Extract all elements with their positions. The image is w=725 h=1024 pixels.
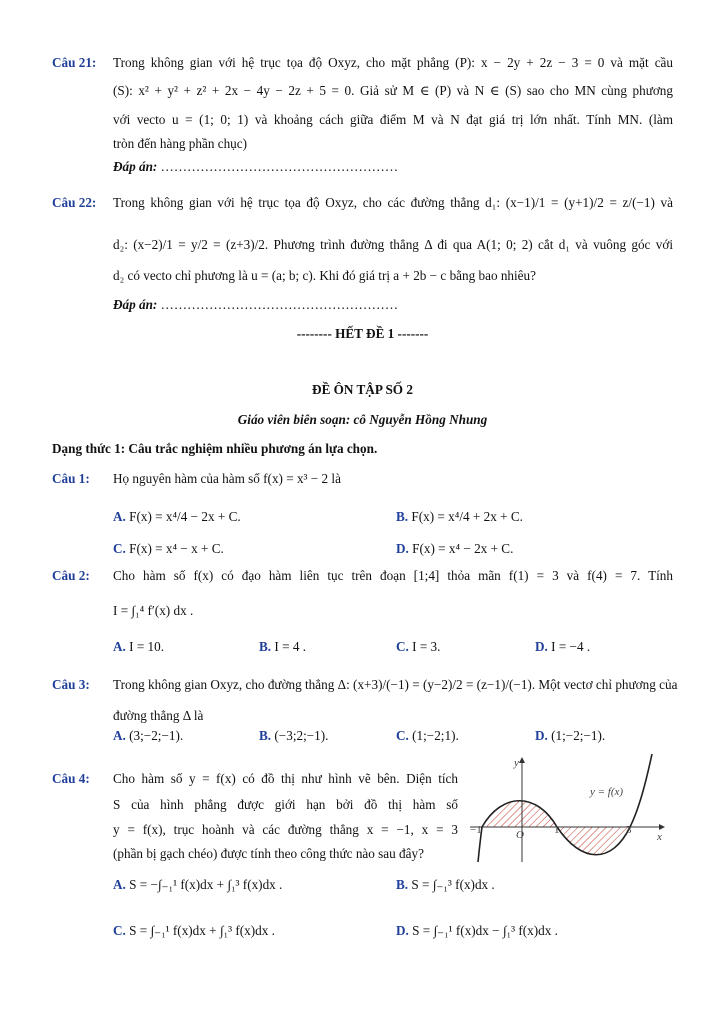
q4-option-b-text: S = ∫₋₁³ f(x)dx .: [411, 877, 495, 892]
q4-option-c-key: C.: [113, 923, 126, 938]
end-of-exam-1: -------- HẾT ĐỀ 1 -------: [296, 326, 429, 341]
q3-line1: Trong không gian Oxyz, cho đường thẳng Δ: (x+3)/(−1) = (y−2)/2 = (z−1)/(−1). Một vectơ chỉ phương của: [113, 677, 678, 692]
shaded-region-positive: [482, 801, 557, 827]
q21-line1: Trong không gian với hệ trục tọa độ Oxyz, cho mặt phẳng (P): x − 2y + 2z − 3 = 0 và mặt cầu: [113, 55, 673, 70]
q3-option-b: [259, 728, 328, 744]
q2-option-b-text: I = 4 .: [274, 639, 307, 654]
q3-option-a: [113, 728, 183, 744]
tick-label-1: 1: [554, 824, 560, 836]
q3-option-d-key: D.: [535, 728, 548, 743]
q3-option-d: [535, 728, 605, 744]
q3-label: Câu 3:: [52, 677, 90, 692]
section-heading: Dạng thức 1: Câu trắc nghiệm nhiều phương án lựa chọn.: [52, 441, 378, 456]
q3-line2: đường thẳng Δ là: [113, 708, 204, 723]
q1-option-c-text: F(x) = x⁴ − x + C.: [129, 541, 224, 556]
q2-stem: Cho hàm số f(x) có đạo hàm liên tục trên đoạn [1;4] thỏa mãn f(1) = 3 và f(4) = 7. Tính: [113, 568, 673, 583]
q1-option-a-key: A.: [113, 509, 126, 524]
q4-option-c: [113, 923, 275, 939]
q21-line2: (S): x² + y² + z² + 2x − 4y − 2z + 5 = 0. Giả sử M ∈ (P) và N ∈ (S) sao cho MN cùng phương: [113, 83, 673, 98]
q1-option-b-key: B.: [396, 509, 409, 524]
curve-label: y = f(x): [590, 786, 624, 798]
origin-label: O: [516, 829, 524, 841]
exam2-author: Giáo viên biên soạn: cô Nguyễn Hồng Nhung: [237, 412, 488, 427]
q22-answer: [113, 297, 398, 313]
q2-option-d-text: I = −4 .: [551, 639, 591, 654]
q4-line4: (phần bị gạch chéo) được tính theo công thức nào sau đây?: [113, 846, 424, 861]
tick-label-neg1: −1: [470, 824, 482, 836]
q1-label: Câu 1:: [52, 471, 90, 486]
q3-option-a-key: A.: [113, 728, 126, 743]
q22-label: Câu 22:: [52, 195, 97, 210]
q4-option-c-text: S = ∫₋₁¹ f(x)dx + ∫₁³ f(x)dx .: [129, 923, 275, 938]
q2-option-a-key: A.: [113, 639, 126, 654]
q4-line3: y = f(x), trục hoành và các đường thẳng x = −1, x = 3: [113, 822, 458, 837]
q22-line2: d₂: (x−2)/1 = y/2 = (z+3)/2. Phương trình đường thẳng Δ đi qua A(1; 0; 2) cắt d₁ và vuông góc với: [113, 237, 673, 252]
q3-option-a-text: (3;−2;−1).: [129, 728, 184, 743]
q1-option-a-text: F(x) = x⁴/4 − 2x + C.: [129, 509, 241, 524]
q3-option-b-text: (−3;2;−1).: [274, 728, 329, 743]
q2-option-c-key: C.: [396, 639, 409, 654]
q21-answer: [113, 159, 398, 175]
q2-option-a: [113, 639, 164, 655]
q22-line1: Trong không gian với hệ trục tọa độ Oxyz, cho các đường thẳng d₁: (x−1)/1 = (y+1)/2 = z/(−1) và: [113, 195, 673, 210]
q4-line1: Cho hàm số y = f(x) có đồ thị như hình vẽ bên. Diện tích: [113, 771, 458, 786]
q1-option-d: [396, 541, 513, 557]
q4-line2: S của hình phẳng được giới hạn bởi đồ thị hàm số: [113, 797, 458, 812]
q3-option-c-key: C.: [396, 728, 409, 743]
q22-line3: d₂ có vecto chỉ phương là u = (a; b; c). Khi đó giá trị a + 2b − c bằng bao nhiêu?: [113, 268, 536, 283]
q1-option-a: [113, 509, 241, 525]
q1-option-d-text: F(x) = x⁴ − 2x + C.: [412, 541, 514, 556]
q4-option-a: [113, 877, 282, 893]
x-axis-label: x: [657, 831, 662, 843]
q4-option-b: [396, 877, 495, 893]
q2-option-b-key: B.: [259, 639, 272, 654]
q2-option-b: [259, 639, 306, 655]
q21-answer-label: Đáp án:: [113, 159, 158, 174]
q21-line4: tròn đến hàng phần chục): [113, 136, 248, 151]
q22-answer-blank: ………………………………………………: [160, 297, 398, 312]
q4-option-a-key: A.: [113, 877, 126, 892]
q4-option-a-text: S = −∫₋₁¹ f(x)dx + ∫₁³ f(x)dx .: [129, 877, 283, 892]
q2-option-c-text: I = 3.: [412, 639, 441, 654]
q21-line3: với vecto u = (1; 0; 1) và khoảng cách giữa điểm M và N đạt giá trị lớn nhất. Tính MN. (làm: [113, 112, 673, 127]
q1-option-b-text: F(x) = x⁴/4 + 2x + C.: [411, 509, 523, 524]
q3-option-c-text: (1;−2;1).: [412, 728, 459, 743]
q22-answer-label: Đáp án:: [113, 297, 158, 312]
q2-integral: I = ∫₁⁴ f′(x) dx .: [113, 603, 194, 618]
q21-label: Câu 21:: [52, 55, 97, 70]
q2-option-d-key: D.: [535, 639, 548, 654]
q2-label: Câu 2:: [52, 568, 90, 583]
q1-stem: Họ nguyên hàm của hàm số f(x) = x³ − 2 là: [113, 471, 341, 486]
q4-label: Câu 4:: [52, 771, 90, 786]
q4-option-d: [396, 923, 558, 939]
q4-option-b-key: B.: [396, 877, 409, 892]
q3-option-d-text: (1;−2;−1).: [551, 728, 606, 743]
q21-answer-blank: ………………………………………………: [160, 159, 398, 174]
q4-option-d-text: S = ∫₋₁¹ f(x)dx − ∫₁³ f(x)dx .: [412, 923, 558, 938]
q2-option-c: [396, 639, 440, 655]
function-graph: [462, 752, 672, 864]
q3-option-c: [396, 728, 459, 744]
q2-option-a-text: I = 10.: [129, 639, 165, 654]
q2-option-d: [535, 639, 590, 655]
q1-option-b: [396, 509, 523, 525]
tick-label-3: 3: [626, 824, 632, 836]
q3-option-b-key: B.: [259, 728, 272, 743]
q1-option-c: [113, 541, 224, 557]
q1-option-d-key: D.: [396, 541, 409, 556]
q1-option-c-key: C.: [113, 541, 126, 556]
y-axis-label: y: [514, 757, 519, 769]
q4-option-d-key: D.: [396, 923, 409, 938]
exam2-title: ĐỀ ÔN TẬP SỐ 2: [312, 382, 413, 397]
